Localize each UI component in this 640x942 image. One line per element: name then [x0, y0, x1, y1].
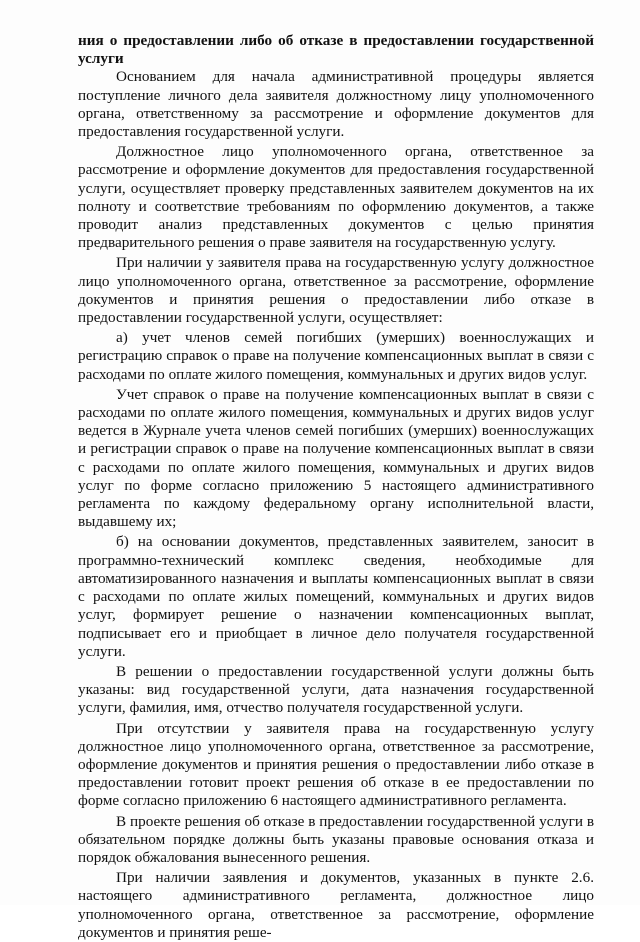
paragraph-6: б) на основании документов, представленных заявителем, заносит в программно-технический комплекс сведения, необходимые для автоматизированного назначения и выплаты компенсационных выплат в связи с расходами по оплате жилых помещений, коммунальных и других видов услуг, формирует решение о назначении компенсационных выплат, подписывает его и приобщает в личное дело получателя государственной услуги.	[78, 533, 594, 660]
document-body	[78, 32, 594, 942]
paragraph-4: а) учет членов семей погибших (умерших) военнослужащих и регистрацию справок о праве на получение компенсационных выплат в связи с расходами по оплате жилого помещения, коммунальных и других видов услуг.	[78, 329, 594, 383]
paragraph-1: Основанием для начала административной процедуры является поступление личного дела заявителя должностному лицу уполномоченного органа, ответственному за рассмотрение и оформление документов для предоставления государственной услуги.	[78, 68, 594, 141]
paragraph-5: Учет справок о праве на получение компенсационных выплат в связи с расходами по оплате жилого помещения, коммунальных и других видов услуг ведется в Журнале учета членов семей погибших (умерших) военнослужащих и регистрации справок о праве на получение компенсационных выплат в связи с расходами по оплате жилого помещения, коммунальных и других видов услуг по форме согласно приложению 5 настоящего административного регламента по каждому федеральному органу исполнительной власти, выдавшему их;	[78, 385, 594, 531]
paragraph-9: В проекте решения об отказе в предоставлении государственной услуги в обязательном порядке должны быть указаны правовые основания отказа и порядок обжалования вынесенного решения.	[78, 812, 594, 866]
paragraph-10: При наличии заявления и документов, указанных в пункте 2.6. настоящего административного регламента, должностное лицо уполномоченного органа, ответственное за рассмотрение, оформление документов и принятия реше-	[78, 869, 594, 941]
paragraph-2: Должностное лицо уполномоченного органа, ответственное за рассмотрение и оформление документов для предоставления государственной услуги, осуществляет проверку представленных заявителем документов на их полноту и соответствие требованиям по оформлению документов, а также проводит анализ представленных документов с целью принятия предварительного решения о праве заявителя на государственную услугу.	[78, 143, 594, 252]
paragraph-3: При наличии у заявителя права на государственную услугу должностное лицо уполномоченного органа, ответственное за рассмотрение, оформление документов и принятия решения о предоставлении либо отказе в предоставлении государственной услуги, осуществляет:	[78, 254, 594, 327]
paragraph-8: При отсутствии у заявителя права на государственную услугу должностное лицо уполномоченного органа, ответственное за рассмотрение, оформление документов и принятия решения о предоставлении либо отказе в предоставлении готовит проект решения об отказе в ее предоставлении по форме согласно приложению 6 настоящего административного регламента.	[78, 719, 594, 810]
paragraph-7: В решении о предоставлении государственной услуги должны быть указаны: вид государственной услуги, дата назначения государственной услуги, фамилия, имя, отчество получателя государственной услуги.	[78, 662, 594, 717]
section-heading: ния о предоставлении либо об отказе в предоставлении государственной услуги	[78, 32, 594, 68]
